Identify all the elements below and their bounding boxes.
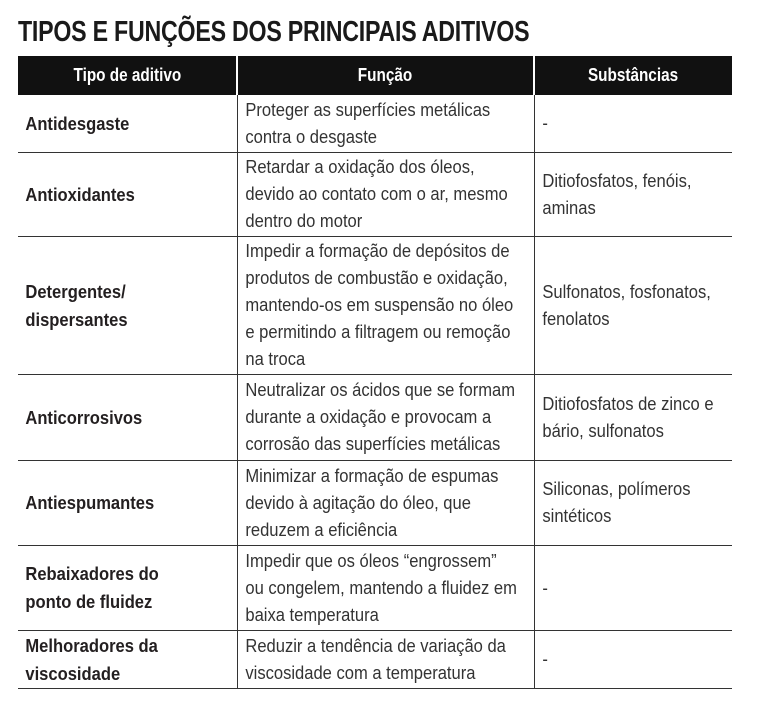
header-substances: Substâncias xyxy=(534,56,732,95)
function-cell: Neutralizar os ácidos que se formam durante a oxidação e provocam a corrosão das superfícies metálicas xyxy=(237,375,534,461)
substances-cell: - xyxy=(534,546,732,631)
function-cell: Reduzir a tendência de variação da viscosidade com a temperatura xyxy=(237,631,534,689)
additives-table xyxy=(18,56,732,689)
type-cell: Antioxidantes xyxy=(18,153,237,237)
table-row xyxy=(18,153,732,237)
type-cell: Antiespumantes xyxy=(18,461,237,546)
substances-cell: Sulfonatos, fosfonatos, fenolatos xyxy=(534,237,732,375)
type-cell: Anticorrosivos xyxy=(18,375,237,461)
page-title: TIPOS E FUNÇÕES DOS PRINCIPAIS ADITIVOS xyxy=(18,16,530,48)
table-row xyxy=(18,546,732,631)
substances-cell: - xyxy=(534,631,732,689)
substances-cell: Ditiofosfatos, fenóis, aminas xyxy=(534,153,732,237)
type-cell: Rebaixadores do ponto de fluidez xyxy=(18,546,237,631)
function-cell: Proteger as superfícies metálicas contra o desgaste xyxy=(237,95,534,153)
table-row xyxy=(18,631,732,689)
type-cell: Antidesgaste xyxy=(18,95,237,153)
table-row xyxy=(18,461,732,546)
header-function: Função xyxy=(237,56,534,95)
table-row xyxy=(18,237,732,375)
substances-cell: Ditiofosfatos de zinco e bário, sulfonatos xyxy=(534,375,732,461)
function-cell: Impedir a formação de depósitos de produtos de combustão e oxidação, mantendo-os em suspensão no óleo e permitindo a filtragem ou remoção na troca xyxy=(237,237,534,375)
header-row xyxy=(18,56,732,95)
function-cell: Retardar a oxidação dos óleos, devido ao contato com o ar, mesmo dentro do motor xyxy=(237,153,534,237)
substances-cell: Siliconas, polímeros sintéticos xyxy=(534,461,732,546)
table-row xyxy=(18,375,732,461)
function-cell: Minimizar a formação de espumas devido à agitação do óleo, que reduzem a eficiência xyxy=(237,461,534,546)
type-cell: Melhoradores da viscosidade xyxy=(18,631,237,689)
substances-cell: - xyxy=(534,95,732,153)
type-cell: Detergentes/ dispersantes xyxy=(18,237,237,375)
function-cell: Impedir que os óleos “engrossem” ou congelem, mantendo a fluidez em baixa temperatura xyxy=(237,546,534,631)
table-row xyxy=(18,95,732,153)
header-type: Tipo de aditivo xyxy=(18,56,237,95)
